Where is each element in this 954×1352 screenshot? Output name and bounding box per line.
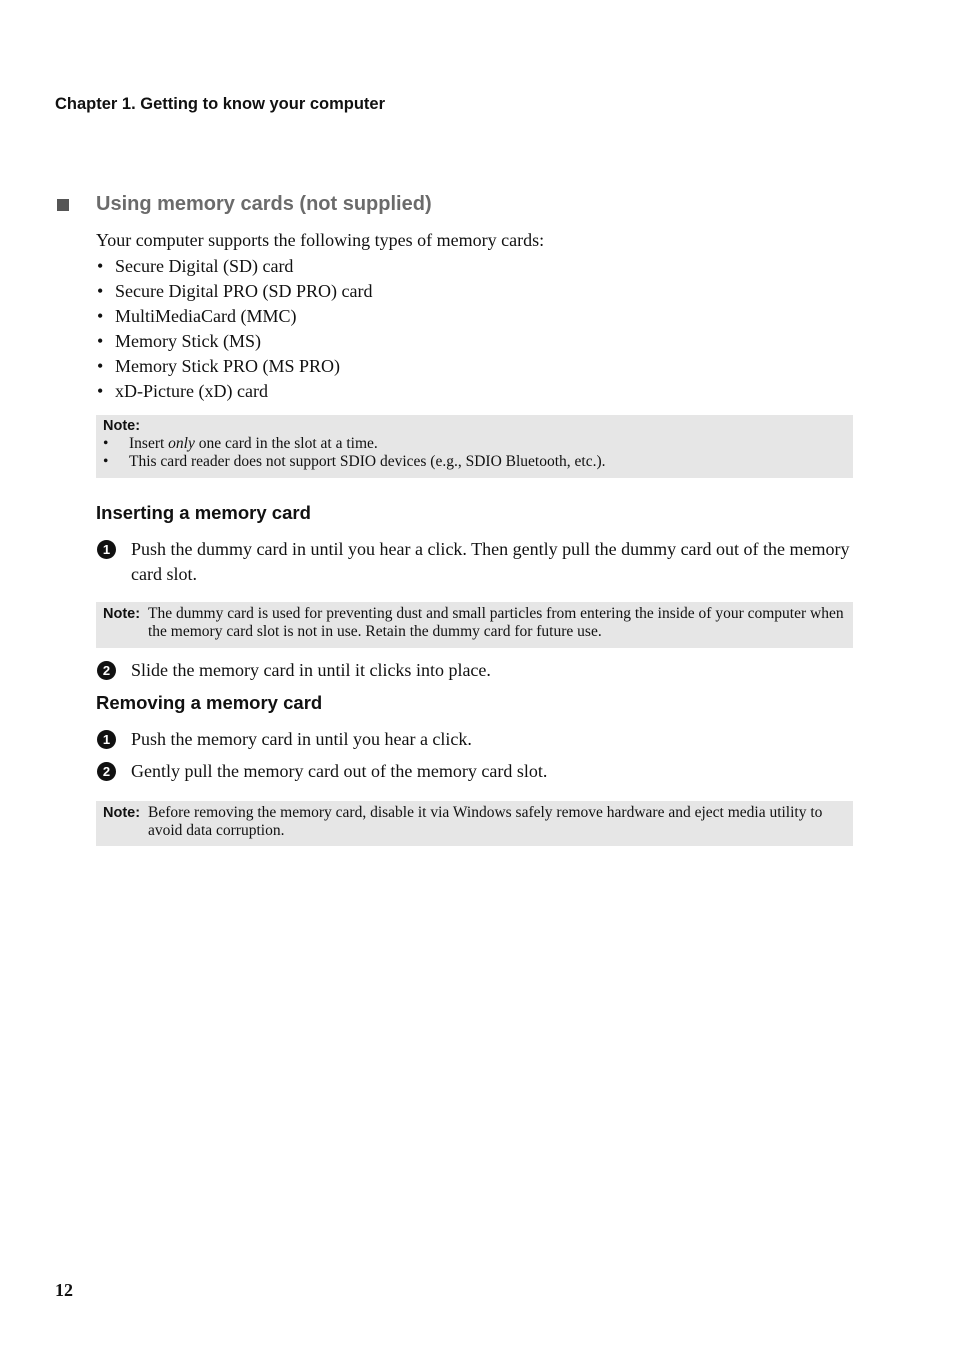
note-item-text-end: one card in the slot at a time. (194, 435, 378, 452)
note-item (103, 453, 846, 471)
step-text: Push the memory card in until you hear a click. (131, 729, 472, 749)
bullet-icon: • (97, 281, 104, 301)
note-item-text: This card reader does not support SDIO devices (e.g., SDIO Bluetooth, etc.). (129, 453, 606, 470)
step-text: Gently pull the memory card out of the memory card slot. (131, 761, 548, 781)
chapter-header: Chapter 1. Getting to know your computer (55, 95, 386, 113)
step-number-icon: 2 (97, 661, 116, 680)
step-number-icon: 2 (97, 762, 116, 781)
bullet-icon: • (97, 356, 104, 376)
list-item-label: Memory Stick (MS) (115, 331, 261, 351)
list-item-label: xD-Picture (xD) card (115, 381, 268, 401)
step-text: Slide the memory card in until it clicks into place. (131, 660, 491, 680)
section-square-icon (57, 199, 69, 211)
bullet-icon: • (97, 306, 104, 326)
bullet-icon: • (103, 453, 109, 470)
page-number: 12 (55, 1280, 73, 1300)
bullet-icon: • (103, 435, 109, 452)
card-type-list (96, 255, 372, 405)
note-label: Note: (103, 805, 141, 821)
section-title: Using memory cards (not supplied) (96, 193, 432, 215)
note-text: The dummy card is used for preventing dust and small particles from entering the inside of your computer when the memory card slot is not in use. Retain the dummy card for future use. (148, 605, 844, 640)
list-item (96, 305, 372, 330)
list-item-label: MultiMediaCard (MMC) (115, 306, 297, 326)
list-item (96, 255, 372, 280)
note-item-text-start: Insert (129, 435, 169, 452)
note-content (103, 804, 846, 840)
list-item-label: Secure Digital (SD) card (115, 256, 294, 276)
note-box-dummy-card (96, 602, 853, 648)
list-item (96, 355, 372, 380)
bullet-icon: • (97, 331, 104, 351)
remove-step-1 (96, 727, 866, 752)
note-item-emphasis: only (168, 435, 195, 452)
remove-step-2 (96, 759, 866, 784)
list-item (96, 330, 372, 355)
note-text: Before removing the memory card, disable it via Windows safely remove hardware and eject media utility to avoid data corruption. (148, 804, 823, 839)
intro-paragraph: Your computer supports the following types of memory cards: (96, 230, 545, 250)
step-text: Push the dummy card in until you hear a click. Then gently pull the dummy card out of the memory card slot. (131, 539, 850, 584)
note-label: Note: (103, 606, 141, 622)
insert-step-1 (96, 537, 866, 587)
bullet-icon: • (97, 381, 104, 401)
note-label: Note: (103, 418, 141, 434)
step-number-icon: 1 (97, 540, 116, 559)
list-item (96, 280, 372, 305)
list-item-label: Memory Stick PRO (MS PRO) (115, 356, 341, 376)
note-box-memory-cards (96, 415, 853, 478)
inserting-heading: Inserting a memory card (96, 502, 311, 523)
insert-step-2 (96, 658, 866, 683)
list-item-label: Secure Digital PRO (SD PRO) card (115, 281, 373, 301)
bullet-icon: • (97, 256, 104, 276)
note-content (103, 605, 846, 641)
step-number-icon: 1 (97, 730, 116, 749)
list-item (96, 380, 372, 405)
note-item (103, 435, 846, 453)
note-box-removal (96, 801, 853, 846)
removing-heading: Removing a memory card (96, 692, 323, 713)
